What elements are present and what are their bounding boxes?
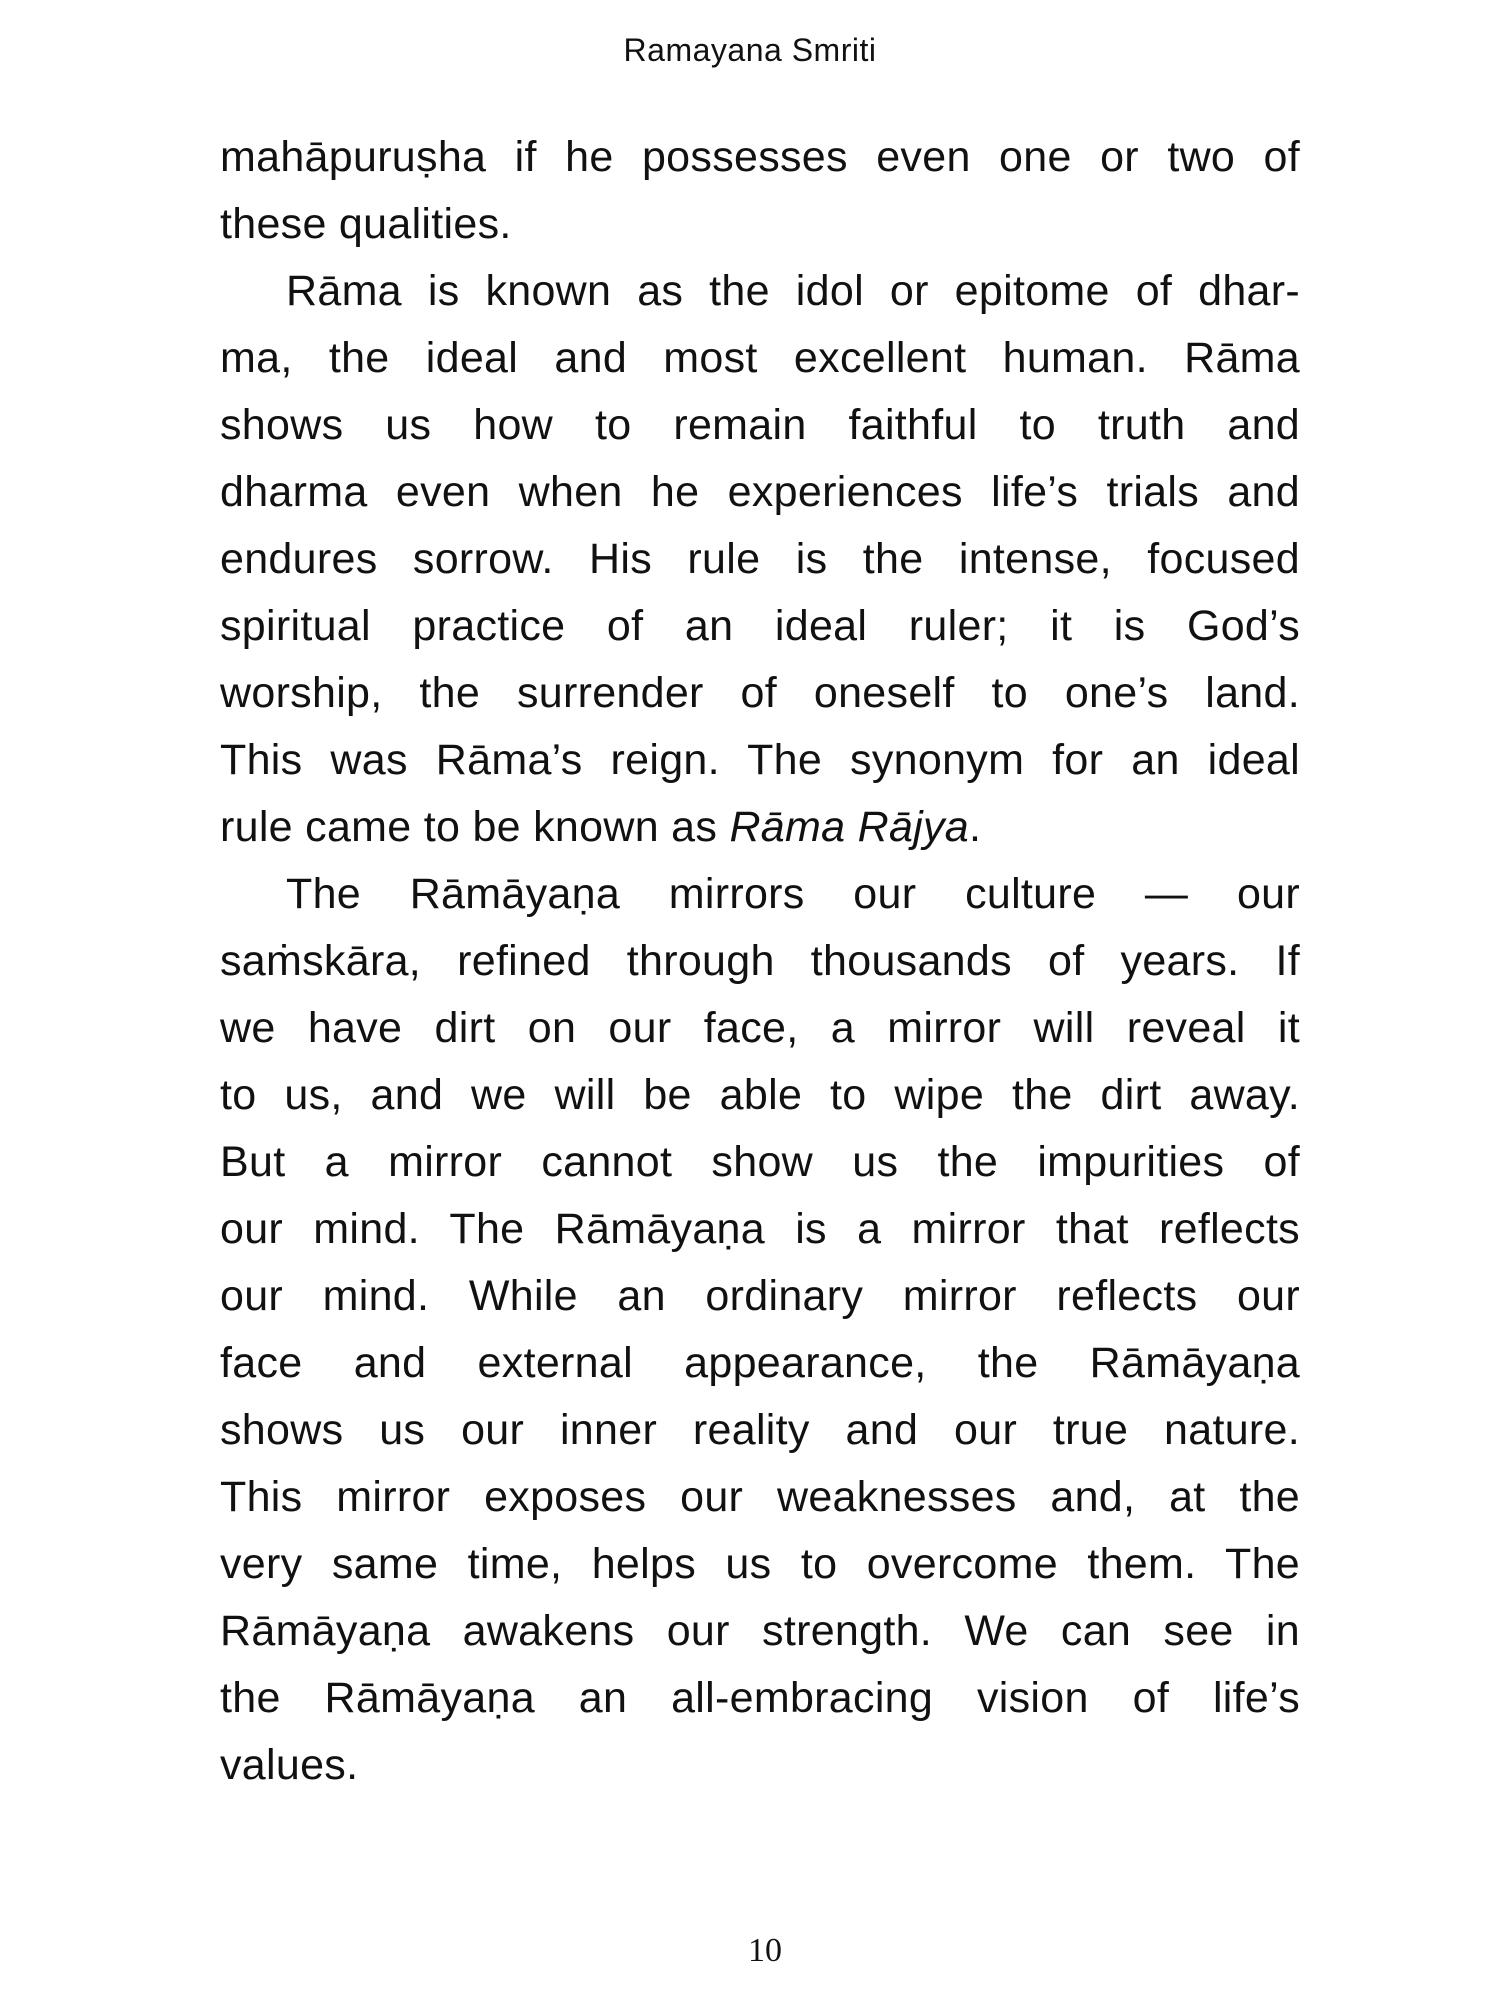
text-line: very same time, helps us to overcome them. The <box>220 1540 1300 1588</box>
text-line: our mind. While an ordinary mirror reflects our <box>220 1272 1300 1320</box>
text-line: these qualities. <box>220 200 512 248</box>
paragraph-first-line: The Rāmāyaṇa mirrors our culture — our <box>286 870 1300 918</box>
text-segment: . <box>969 803 982 851</box>
text-line: dharma even when he experiences life’s trials and <box>220 468 1300 516</box>
text-line: shows us how to remain faithful to truth and <box>220 401 1300 449</box>
text-line: This was Rāma’s reign. The synonym for an ideal <box>220 736 1300 784</box>
text-line: mahāpuruṣha if he possesses even one or two of <box>220 133 1300 181</box>
text-line: saṁskāra, refined through thousands of years. If <box>220 937 1300 985</box>
paragraph-first-line: Rāma is known as the idol or epitome of dhar- <box>286 267 1300 315</box>
text-line: worship, the surrender of oneself to one’s land. <box>220 669 1300 717</box>
text-line: This mirror exposes our weaknesses and, at the <box>220 1473 1300 1521</box>
text-line: But a mirror cannot show us the impurities of <box>220 1138 1300 1186</box>
text-line: Rāmāyaṇa awakens our strength. We can see in <box>220 1607 1300 1655</box>
text-line: to us, and we will be able to wipe the dirt away. <box>220 1071 1300 1119</box>
body-text <box>220 124 1300 1799</box>
text-line: endures sorrow. His rule is the intense, focused <box>220 535 1300 583</box>
text-line: ma, the ideal and most excellent human. Rāma <box>220 334 1300 382</box>
text-line: face and external appearance, the Rāmāyaṇa <box>220 1339 1300 1387</box>
text-segment: rule came to be known as <box>220 803 730 851</box>
text-line: our mind. The Rāmāyaṇa is a mirror that reflects <box>220 1205 1300 1253</box>
running-head: Ramayana Smriti <box>623 32 877 68</box>
italic-term: Rāma Rājya <box>729 803 970 851</box>
text-line: spiritual practice of an ideal ruler; it is God’s <box>220 602 1300 650</box>
text-line: values. <box>220 1741 359 1789</box>
text-line <box>220 794 1300 861</box>
text-line: shows us our inner reality and our true nature. <box>220 1406 1300 1454</box>
text-line: the Rāmāyaṇa an all-embracing vision of life’s <box>220 1674 1300 1722</box>
page-number: 10 <box>748 1932 782 1969</box>
text-line: we have dirt on our face, a mirror will reveal it <box>220 1004 1300 1052</box>
